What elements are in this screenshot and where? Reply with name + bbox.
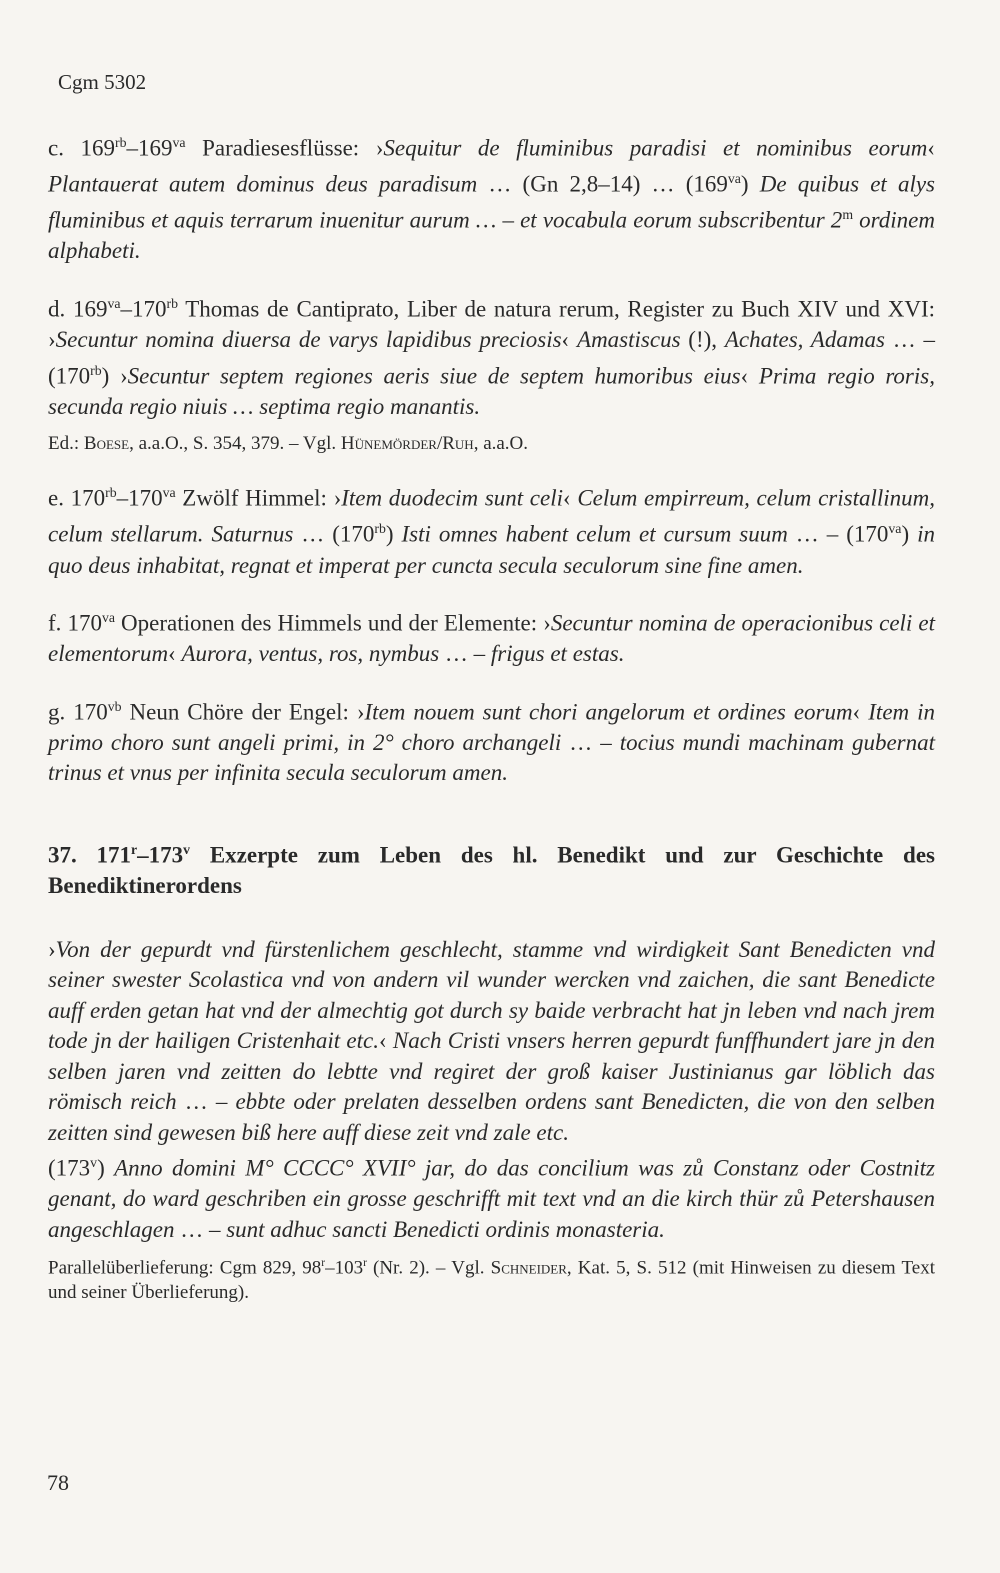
incipit: Secuntur nomina diuersa de varys lapidibus preciosis: [55, 327, 562, 353]
folio-sup: r: [321, 1257, 326, 1270]
text: … –: [174, 1216, 227, 1242]
text: … –: [561, 729, 620, 755]
folio-sup: r: [131, 841, 138, 857]
text: … –: [439, 641, 491, 667]
text: … (Gn 2,8–14) … (169: [477, 171, 728, 197]
author-name: Schneider: [490, 1257, 567, 1279]
text: Parallelüberlieferung: Cgm 829, 98: [48, 1257, 322, 1279]
entry-d: [48, 289, 935, 422]
text: ): [97, 1155, 115, 1181]
page-body: [48, 128, 935, 1305]
folio-range: –173: [137, 842, 184, 868]
explicit: sunt adhuc sancti Benedicti ordinis monasteria.: [226, 1216, 665, 1242]
folio-range: –170: [120, 296, 167, 322]
entry-title: Operationen des Himmels und der Elemente: ›: [115, 610, 551, 636]
explicit: frigus et estas.: [490, 641, 625, 667]
text: ‹: [378, 1028, 393, 1054]
explicit: tocius mundi machinam gubernat trinus et vnus per infinita secula seculorum amen.: [48, 729, 936, 786]
incipit: Secuntur septem regiones aeris siue de septem humoribus eius: [127, 363, 741, 389]
sup: m: [842, 207, 854, 223]
text: … – (170: [787, 522, 889, 548]
incipit: Amastiscus: [577, 327, 681, 353]
incipit: Secuntur nomina de operacionibus celi et elementorum: [48, 610, 935, 667]
text: –103: [325, 1257, 364, 1279]
section-37-heading: [48, 835, 935, 901]
incipit: Item nouem sunt chori angelorum et ordines eorum: [364, 699, 853, 725]
text: ‹: [561, 327, 578, 353]
text: … –: [176, 1089, 236, 1115]
incipit: Celum empirreum, celum cristallinum, celum stellarum. Saturnus: [48, 485, 935, 548]
incipit: Item in primo choro sunt angeli primi, in 2° choro archangeli: [48, 699, 936, 755]
text: , a.a.O.: [473, 433, 529, 455]
text: ‹: [168, 641, 182, 667]
entry-label: f. 170: [48, 610, 102, 636]
entry-label: c. 169: [48, 135, 115, 161]
incipit: Achates, Adamas: [724, 327, 885, 353]
parallel-tradition-note: [48, 1251, 935, 1304]
explicit: in quo deus inhabitat, regnat et imperat per cuncta secula seculorum sine fine amen.: [48, 522, 935, 578]
folio-sup: v: [90, 1155, 98, 1171]
entry-title: Thomas de Cantiprato, Liber de natura rerum, Register zu Buch XIV und XVI: ›: [48, 296, 935, 353]
text: (173: [48, 1155, 91, 1181]
folio-sup: v: [183, 841, 191, 857]
explicit: Prima regio roris, secunda regio niuis … septima regio manantis.: [48, 363, 935, 419]
text: (Nr. 2). – Vgl.: [366, 1257, 491, 1279]
entry-title: Paradiesesflüsse: ›: [185, 135, 384, 161]
text: … – (170: [48, 327, 935, 389]
text: ): [740, 171, 760, 197]
author-name: Hünemörder/Ruh: [340, 433, 474, 455]
section-number: 37. 171: [48, 842, 132, 868]
folio-range: –169: [126, 135, 173, 161]
incipit: Plantauerat autem dominus deus paradisum: [48, 171, 478, 197]
folio-sup: va: [162, 485, 176, 501]
section-37-text-2: [48, 1148, 935, 1245]
folio-sup: va: [727, 171, 741, 187]
incipit: Nach Cristi vnsers herren gepurdt funffhundert jare jn den selben jaren vnd zeitten do lebtte vnd regiret der groß kaiser Justinianus gar löblich das römisch reich: [48, 1028, 935, 1115]
folio-sup: va: [101, 610, 115, 626]
folio-sup: va: [107, 295, 121, 311]
folio-sup: va: [888, 521, 902, 537]
folio-sup: rb: [105, 485, 117, 501]
incipit: Aurora, ventus, ros, nymbus: [181, 641, 440, 667]
text: ‹: [740, 363, 759, 389]
text: ) ›: [101, 363, 128, 389]
page-number: 78: [47, 1470, 69, 1495]
text: , Kat. 5, S. 512 (mit Hinweisen zu diesem Text und seiner Überlieferung).: [48, 1257, 935, 1303]
entry-g: [48, 692, 935, 789]
text: ): [385, 522, 402, 548]
folio-sup: rb: [374, 521, 386, 537]
entry-label: g. 170: [48, 699, 108, 725]
incipit: Isti omnes habent celum et cursum suum: [401, 522, 788, 548]
folio-sup: rb: [115, 135, 127, 150]
incipit: Anno domini M° CCCC° XVII° jar, do das concilium was zů Constanz oder Costnitz genant, do ward geschriben ein grosse geschrifft mit text vnd an die kirch thür zů Petershausen angeschlagen: [48, 1155, 935, 1242]
entry-label: d. 169: [48, 296, 108, 322]
entry-title: Neun Chöre der Engel: ›: [121, 699, 365, 725]
text: ): [901, 522, 918, 548]
entry-c: [48, 128, 935, 267]
section-37-text-1: [48, 935, 935, 1149]
folio-sup: rb: [90, 362, 102, 378]
entry-title: Zwölf Himmel: ›: [175, 485, 342, 511]
author-name: Boese: [83, 433, 130, 455]
edition-note: [48, 432, 935, 456]
folio-sup: va: [172, 135, 186, 150]
folio-sup: rb: [166, 295, 178, 311]
text: … (170: [293, 522, 375, 548]
text: ‹: [563, 485, 578, 511]
folio-sup: r: [363, 1257, 367, 1270]
text: ‹: [852, 699, 869, 725]
entry-f: [48, 603, 935, 670]
text: ‹: [927, 135, 935, 161]
incipit: Von der gepurdt vnd fürstenlichem geschlecht, stamme vnd wirdigkeit Sant Benedicten vnd seiner swester Scolastica vnd von andern vil wunder wercken vnd zaichen, die sant Benedicte auff erden getan hat vnd der almechtig got durch sy baide verbracht hat jn leben vnd nach jrem tode jn der hailigen Cristenhait etc.: [48, 936, 935, 1054]
text: , a.a.O., S. 354, 379. – Vgl.: [129, 433, 341, 455]
text: ›: [48, 936, 56, 962]
explicit: ebbte oder prelaten desselben ordens sant Benedicten, die von den selben zeitten sind gewesen biß here auff diese zeit vnd zale etc.: [48, 1089, 935, 1145]
section-title: Exzerpte zum Leben des hl. Benedikt und zur Geschichte des Benediktinerordens: [48, 842, 935, 898]
folio-range: –170: [116, 485, 163, 511]
entry-label: e. 170: [48, 485, 106, 511]
incipit: Item duodecim sunt celi: [341, 485, 564, 511]
text: Ed.:: [48, 433, 84, 455]
entry-e: [48, 478, 935, 581]
folio-sup: vb: [107, 698, 122, 714]
incipit: Sequitur de fluminibus paradisi et nominibus eorum: [383, 135, 928, 161]
running-header: Cgm 5302: [58, 70, 147, 94]
text: (!),: [680, 327, 725, 353]
explicit: De quibus et alys fluminibus et aquis terrarum inuenitur aurum … – et vocabula eorum subscribentur 2: [48, 171, 935, 233]
explicit: ordinem alphabeti.: [48, 207, 935, 264]
